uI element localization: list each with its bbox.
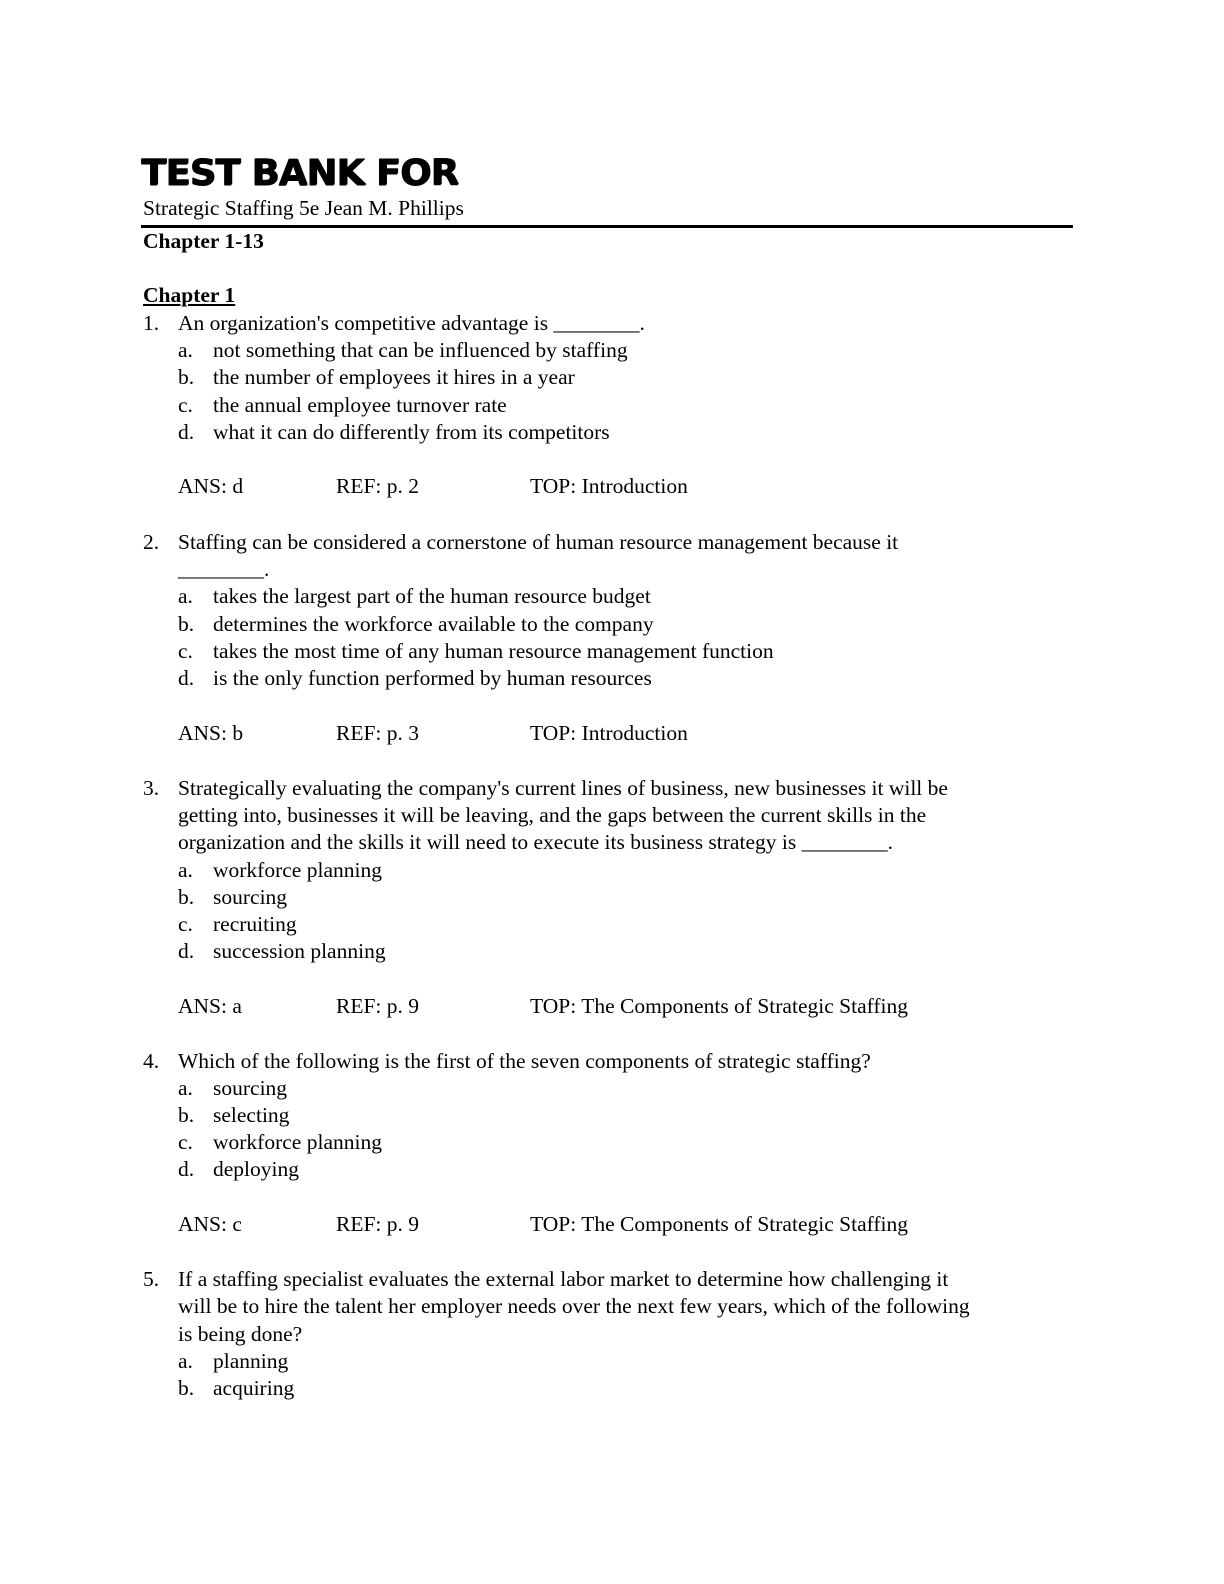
option-letter: a. <box>178 1076 193 1100</box>
topic: TOP: Introduction <box>530 474 688 498</box>
question-text: ________. <box>178 557 270 581</box>
option-text: the number of employees it hires in a year <box>213 365 575 389</box>
question-text: organization and the skills it will need to execute its business strategy is ________. <box>178 830 893 854</box>
option-text: workforce planning <box>213 1130 382 1154</box>
question-text: If a staffing specialist evaluates the external labor market to determine how challenging it <box>178 1267 949 1291</box>
option-letter: a. <box>178 338 193 362</box>
option-text: succession planning <box>213 939 386 963</box>
question-text: getting into, businesses it will be leaving, and the gaps between the current skills in the <box>178 803 927 827</box>
option-text: deploying <box>213 1157 299 1181</box>
book-subtitle: Strategic Staffing 5e Jean M. Phillips <box>143 196 464 220</box>
option-text: not something that can be influenced by staffing <box>213 338 628 362</box>
option-text: selecting <box>213 1103 290 1127</box>
header-rule <box>141 225 1073 228</box>
option-letter: c. <box>178 639 193 663</box>
option-letter: b. <box>178 885 195 909</box>
option-text: recruiting <box>213 912 297 936</box>
option-text: the annual employee turnover rate <box>213 393 507 417</box>
option-letter: b. <box>178 612 195 636</box>
answer-key: ANS: a <box>178 994 242 1018</box>
option-letter: c. <box>178 912 193 936</box>
option-letter: d. <box>178 666 195 690</box>
answer-key: ANS: c <box>178 1212 242 1236</box>
topic: TOP: The Components of Strategic Staffing <box>530 994 909 1018</box>
option-text: what it can do differently from its competitors <box>213 420 610 444</box>
option-letter: d. <box>178 1157 195 1181</box>
question-number: 1. <box>143 311 160 335</box>
option-letter: d. <box>178 939 195 963</box>
option-text: planning <box>213 1349 289 1373</box>
question-number: 4. <box>143 1049 160 1073</box>
question-text: Staffing can be considered a cornerstone of human resource management because it <box>178 530 899 554</box>
option-letter: c. <box>178 393 193 417</box>
option-letter: a. <box>178 584 193 608</box>
question-text: will be to hire the talent her employer needs over the next few years, which of the following <box>178 1294 970 1318</box>
question-text: An organization's competitive advantage is ________. <box>178 311 645 335</box>
question-text: Which of the following is the first of the seven components of strategic staffing? <box>178 1049 871 1073</box>
option-letter: a. <box>178 858 193 882</box>
option-letter: b. <box>178 1103 195 1127</box>
question-text: is being done? <box>178 1322 303 1346</box>
option-text: sourcing <box>213 1076 288 1100</box>
topic: TOP: The Components of Strategic Staffing <box>530 1212 909 1236</box>
option-text: sourcing <box>213 885 288 909</box>
option-letter: b. <box>178 365 195 389</box>
topic: TOP: Introduction <box>530 721 688 745</box>
option-text: determines the workforce available to the company <box>213 612 654 636</box>
question-text: Strategically evaluating the company's current lines of business, new businesses it will be <box>178 776 948 800</box>
option-text: takes the largest part of the human resource budget <box>213 584 651 608</box>
option-letter: c. <box>178 1130 193 1154</box>
option-letter: b. <box>178 1376 195 1400</box>
page-reference: REF: p. 9 <box>336 1212 420 1236</box>
question-number: 5. <box>143 1267 160 1291</box>
page-reference: REF: p. 9 <box>336 994 420 1018</box>
option-letter: a. <box>178 1349 193 1373</box>
page-reference: REF: p. 2 <box>336 474 420 498</box>
test-bank-title: TEST BANK FOR <box>141 152 458 193</box>
option-text: acquiring <box>213 1376 295 1400</box>
answer-key: ANS: d <box>178 474 244 498</box>
option-letter: d. <box>178 420 195 444</box>
page-reference: REF: p. 3 <box>336 721 420 745</box>
option-text: takes the most time of any human resource management function <box>213 639 774 663</box>
question-number: 3. <box>143 776 160 800</box>
chapter-range: Chapter 1-13 <box>143 229 264 253</box>
chapter-heading: Chapter 1 <box>143 283 236 307</box>
answer-key: ANS: b <box>178 721 244 745</box>
option-text: is the only function performed by human resources <box>213 666 652 690</box>
question-number: 2. <box>143 530 160 554</box>
option-text: workforce planning <box>213 858 382 882</box>
